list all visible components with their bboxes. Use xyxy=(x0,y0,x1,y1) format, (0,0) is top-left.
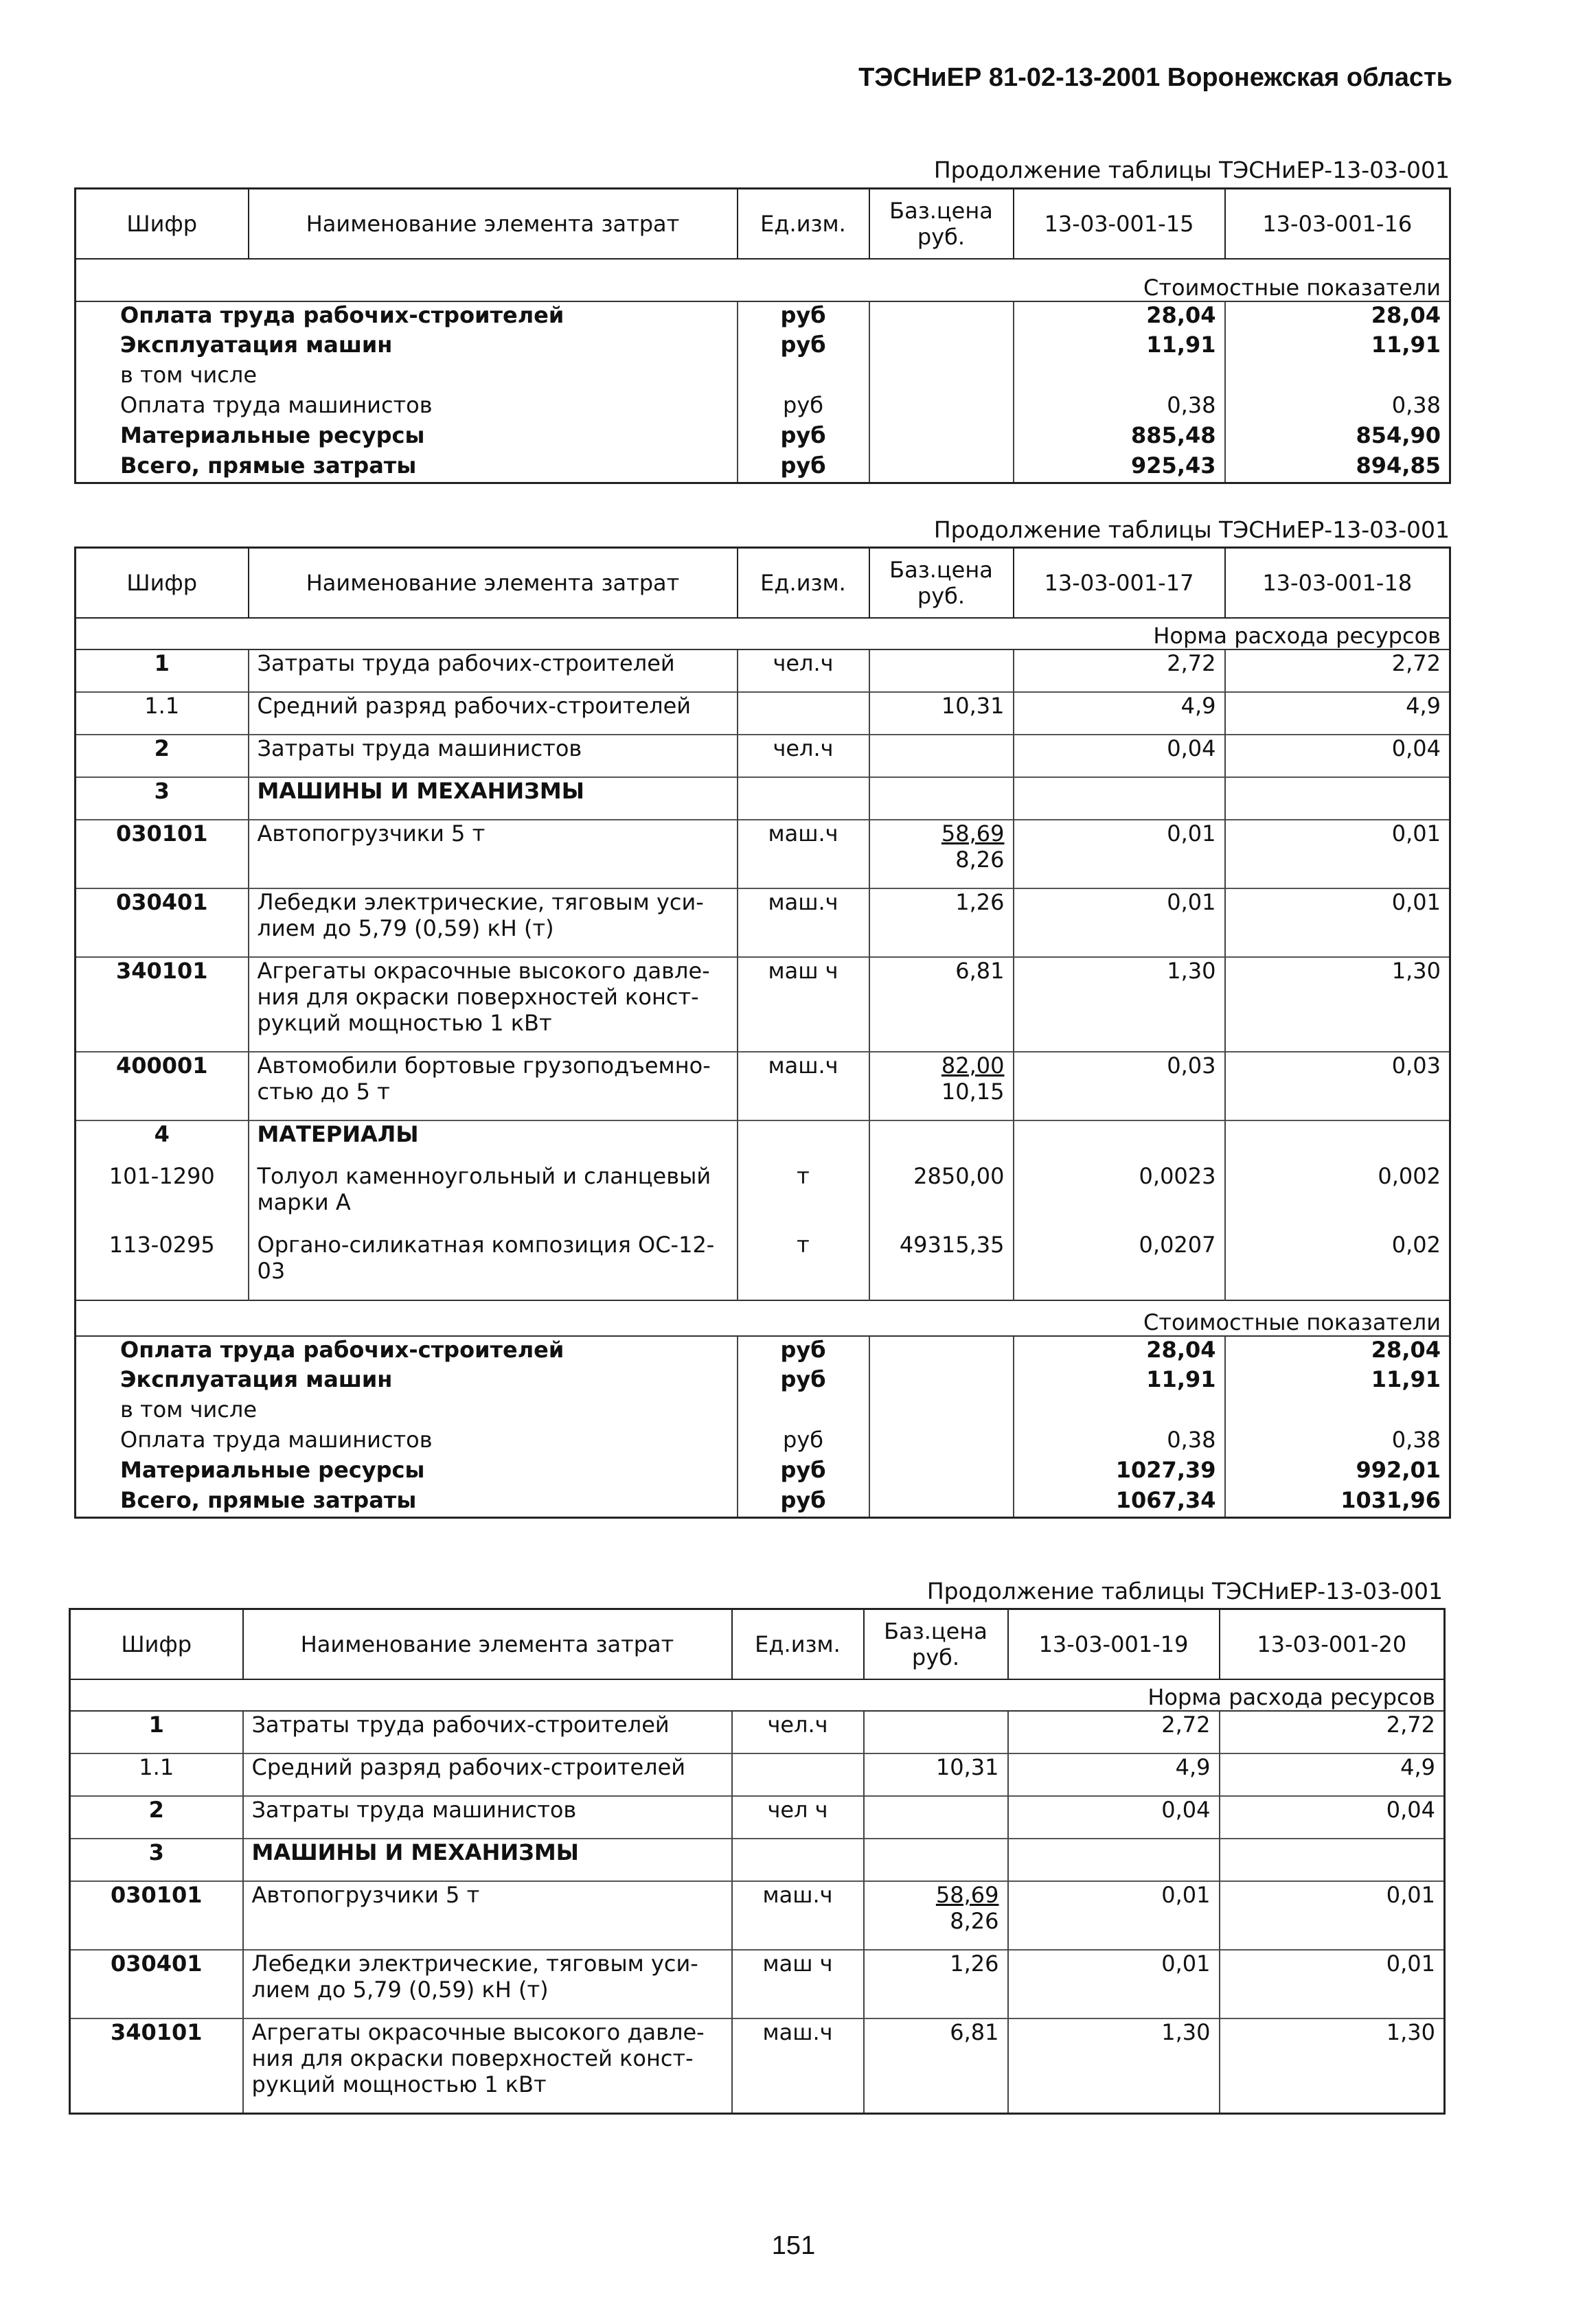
resource-name: Затраты труда машинистов xyxy=(249,735,738,777)
resource-code: 2 xyxy=(76,735,249,777)
section-label: Стоимостные показатели xyxy=(76,1300,1450,1336)
col-header-name: Наименование элемента затрат xyxy=(249,189,738,260)
cost-unit: руб xyxy=(738,392,869,422)
cost-price-empty xyxy=(869,1366,1014,1396)
price-value-secondary: 8,26 xyxy=(955,847,1005,873)
resource-code: 1.1 xyxy=(76,692,249,735)
resource-name: Затраты труда рабочих-строителей xyxy=(243,1711,732,1753)
resource-unit: маш.ч xyxy=(738,820,869,888)
price-value: 58,69 xyxy=(935,1882,999,1908)
cost-value-b: 0,38 xyxy=(1225,1427,1450,1457)
resource-code: 101-1290 xyxy=(109,1163,215,1189)
resource-table-3 xyxy=(69,1608,1446,2115)
cost-unit: руб xyxy=(738,1457,869,1487)
cost-value-a xyxy=(1014,1396,1225,1427)
value-col-a: 1,30 xyxy=(1008,2018,1220,2113)
resource-name: Автопогрузчики 5 т xyxy=(243,1881,732,1950)
resource-price xyxy=(869,820,1014,888)
cost-name: Материальные ресурсы xyxy=(120,1457,425,1483)
col-header-b: 13-03-001-16 xyxy=(1225,189,1450,260)
table-row xyxy=(76,1232,1450,1300)
price-value-secondary: 8,26 xyxy=(950,1908,999,1934)
cost-row xyxy=(76,332,1450,362)
cost-value-b: 28,04 xyxy=(1225,1336,1450,1366)
resource-unit: чел ч xyxy=(732,1796,864,1839)
resource-unit: маш ч xyxy=(738,957,869,1052)
cost-value-b xyxy=(1225,362,1450,392)
resource-code: 030101 xyxy=(76,820,249,888)
col-header-price: Баз.цена руб. xyxy=(869,548,1014,619)
value-col-b xyxy=(1220,1839,1445,1881)
cost-price-empty xyxy=(869,1457,1014,1487)
cost-unit: руб xyxy=(738,1366,869,1396)
cost-row xyxy=(76,362,1450,392)
resource-code: 030401 xyxy=(70,1950,243,2018)
table-row xyxy=(70,2018,1445,2113)
resource-code: 3 xyxy=(70,1839,243,1881)
table-row xyxy=(76,1163,1450,1232)
cost-value-a: 28,04 xyxy=(1014,1336,1225,1366)
value-col-b: 0,04 xyxy=(1220,1796,1445,1839)
resource-unit xyxy=(732,1839,864,1881)
cost-value-a: 885,48 xyxy=(1014,422,1225,452)
resource-unit: маш.ч xyxy=(738,1052,869,1120)
resource-price xyxy=(869,692,1014,735)
section-label: Стоимостные показатели xyxy=(76,259,1450,301)
value-col-a: 0,01 xyxy=(1014,888,1225,957)
resource-code: 4 xyxy=(76,1120,249,1163)
resource-table-2 xyxy=(74,547,1451,1519)
value-col-a xyxy=(1014,1120,1225,1163)
cost-name: Оплата труда машинистов xyxy=(120,392,433,418)
resource-price xyxy=(864,1881,1008,1950)
cost-unit: руб xyxy=(738,301,869,332)
value-col-b: 2,72 xyxy=(1225,649,1450,692)
cost-name: Оплата труда машинистов xyxy=(120,1427,433,1453)
resource-price xyxy=(869,777,1014,820)
cost-row xyxy=(76,1427,1450,1457)
cost-name: Всего, прямые затраты xyxy=(120,452,417,479)
col-header-b: 13-03-001-18 xyxy=(1225,548,1450,619)
resource-unit: т xyxy=(738,1232,869,1300)
col-header-code: Шифр xyxy=(76,189,249,260)
resource-code: 113-0295 xyxy=(109,1232,215,1258)
cost-name: Оплата труда рабочих-строителей xyxy=(120,1337,564,1363)
table-row xyxy=(76,692,1450,735)
value-col-b: 0,01 xyxy=(1225,888,1450,957)
price-value: 2850,00 xyxy=(913,1163,1005,1189)
resource-unit xyxy=(732,1753,864,1796)
price-value-secondary: 10,15 xyxy=(941,1079,1005,1105)
resource-unit: маш.ч xyxy=(732,1881,864,1950)
col-header-b: 13-03-001-20 xyxy=(1220,1609,1445,1680)
resource-unit xyxy=(738,777,869,820)
cost-value-b: 0,38 xyxy=(1225,392,1450,422)
cost-value-b: 28,04 xyxy=(1225,301,1450,332)
resource-price xyxy=(869,957,1014,1052)
resource-code: 030401 xyxy=(76,888,249,957)
cost-value-a: 28,04 xyxy=(1014,301,1225,332)
value-col-a: 4,9 xyxy=(1014,692,1225,735)
table-caption: Продолжение таблицы ТЭСНиЕР-13-03-001 xyxy=(933,157,1450,183)
value-col-a: 0,04 xyxy=(1008,1796,1220,1839)
resource-price xyxy=(864,1839,1008,1881)
resource-unit: чел.ч xyxy=(732,1711,864,1753)
resource-code: 030101 xyxy=(70,1881,243,1950)
col-header-name: Наименование элемента затрат xyxy=(249,548,738,619)
resource-unit: чел.ч xyxy=(738,649,869,692)
resource-code: 1 xyxy=(154,650,170,676)
cost-name: в том числе xyxy=(120,362,257,388)
value-col-b: 4,9 xyxy=(1225,692,1450,735)
table-caption: Продолжение таблицы ТЭСНиЕР-13-03-001 xyxy=(926,1578,1443,1604)
cost-value-b: 11,91 xyxy=(1225,332,1450,362)
value-col-b: 0,002 xyxy=(1225,1163,1450,1232)
resource-name: Автопогрузчики 5 т xyxy=(249,820,738,888)
price-value: 6,81 xyxy=(950,2019,999,2045)
value-col-b xyxy=(1225,1120,1450,1163)
price-value: 49315,35 xyxy=(899,1232,1005,1258)
resource-name: Средний разряд рабочих-строителей xyxy=(243,1753,732,1796)
cost-price-empty xyxy=(869,1427,1014,1457)
resource-code: 1 xyxy=(148,1712,164,1738)
resource-code: 400001 xyxy=(76,1052,249,1120)
cost-price-empty xyxy=(869,362,1014,392)
col-header-price: Баз.цена руб. xyxy=(864,1609,1008,1680)
table-row xyxy=(76,735,1450,777)
resource-name: Средний разряд рабочих-строителей xyxy=(249,692,738,735)
value-col-a: 0,0207 xyxy=(1014,1232,1225,1300)
value-col-a: 0,03 xyxy=(1014,1052,1225,1120)
value-col-b: 0,01 xyxy=(1225,820,1450,888)
section-label: Норма расхода ресурсов xyxy=(70,1679,1445,1711)
col-header-unit: Ед.изм. xyxy=(738,189,869,260)
resource-price xyxy=(864,1753,1008,1796)
cost-value-b: 11,91 xyxy=(1225,1366,1450,1396)
resource-price xyxy=(869,1120,1014,1163)
resource-price xyxy=(869,888,1014,957)
page-number: 151 xyxy=(771,2231,816,2260)
cost-name: в том числе xyxy=(120,1396,257,1423)
cost-row xyxy=(76,392,1450,422)
price-value: 58,69 xyxy=(941,820,1005,847)
resource-name: МАШИНЫ И МЕХАНИЗМЫ xyxy=(243,1839,732,1881)
value-col-a: 0,01 xyxy=(1008,1881,1220,1950)
value-col-a: 2,72 xyxy=(1008,1711,1220,1753)
resource-price xyxy=(869,649,1014,692)
price-value: 82,00 xyxy=(941,1052,1005,1079)
col-header-a: 13-03-001-19 xyxy=(1008,1609,1220,1680)
value-col-b: 1,30 xyxy=(1220,2018,1445,2113)
resource-price xyxy=(864,1950,1008,2018)
resource-unit: т xyxy=(738,1163,869,1232)
cost-row xyxy=(76,1487,1450,1517)
value-col-a: 4,9 xyxy=(1008,1753,1220,1796)
cost-value-a: 1067,34 xyxy=(1014,1487,1225,1517)
resource-name: Лебедки электрические, тяговым уси-лием до 5,79 (0,59) кН (т) xyxy=(243,1950,732,2018)
cost-price-empty xyxy=(869,301,1014,332)
table-row xyxy=(70,1881,1445,1950)
section-label: Норма расхода ресурсов xyxy=(76,618,1450,649)
resource-name: Лебедки электрические, тяговым уси-лием до 5,79 (0,59) кН (т) xyxy=(249,888,738,957)
table-caption: Продолжение таблицы ТЭСНиЕР-13-03-001 xyxy=(933,516,1450,543)
value-col-b xyxy=(1225,777,1450,820)
resource-price xyxy=(864,1711,1008,1753)
resource-unit xyxy=(738,692,869,735)
cost-row xyxy=(76,1396,1450,1427)
table-row xyxy=(70,1796,1445,1839)
value-col-a: 2,72 xyxy=(1014,649,1225,692)
price-value: 1,26 xyxy=(955,889,1005,915)
resource-code: 340101 xyxy=(70,2018,243,2113)
cost-price-empty xyxy=(869,452,1014,483)
value-col-b: 0,04 xyxy=(1225,735,1450,777)
cost-unit: руб xyxy=(738,1427,869,1457)
resource-name: Затраты труда машинистов xyxy=(243,1796,732,1839)
resource-code: 2 xyxy=(70,1796,243,1839)
price-value: 10,31 xyxy=(941,693,1005,719)
col-header-a: 13-03-001-17 xyxy=(1014,548,1225,619)
value-col-a: 0,04 xyxy=(1014,735,1225,777)
cost-name: Оплата труда рабочих-строителей xyxy=(120,302,564,328)
table-row xyxy=(76,1052,1450,1120)
value-col-b: 0,02 xyxy=(1225,1232,1450,1300)
table-row xyxy=(70,1753,1445,1796)
resource-name: Органо-силикатная композиция ОС-12-03 xyxy=(249,1232,738,1300)
cost-price-empty xyxy=(869,1336,1014,1366)
cost-name: Материальные ресурсы xyxy=(120,422,425,448)
table-row xyxy=(76,888,1450,957)
resource-table-1 xyxy=(74,187,1451,484)
value-col-a xyxy=(1008,1839,1220,1881)
resource-unit: чел.ч xyxy=(738,735,869,777)
table-row xyxy=(76,777,1450,820)
resource-code: 3 xyxy=(76,777,249,820)
cost-value-a: 11,91 xyxy=(1014,1366,1225,1396)
table-row xyxy=(70,1839,1445,1881)
value-col-b: 0,03 xyxy=(1225,1052,1450,1120)
resource-price xyxy=(869,1052,1014,1120)
cost-price-empty xyxy=(869,422,1014,452)
cost-price-empty xyxy=(869,392,1014,422)
cost-value-a: 1027,39 xyxy=(1014,1457,1225,1487)
price-value: 10,31 xyxy=(935,1754,999,1780)
col-header-code: Шифр xyxy=(70,1609,243,1680)
cost-value-a: 0,38 xyxy=(1014,1427,1225,1457)
resource-name: Агрегаты окрасочные высокого давле-ния для окраски поверхностей конст-рукций мощностью 1 кВт xyxy=(249,957,738,1052)
cost-name: Эксплуатация машин xyxy=(120,1366,393,1392)
price-value: 6,81 xyxy=(955,958,1005,984)
resource-name: Затраты труда рабочих-строителей xyxy=(249,649,738,692)
table-row xyxy=(76,957,1450,1052)
col-header-a: 13-03-001-15 xyxy=(1014,189,1225,260)
cost-value-b: 894,85 xyxy=(1225,452,1450,483)
value-col-b: 1,30 xyxy=(1225,957,1450,1052)
col-header-unit: Ед.изм. xyxy=(738,548,869,619)
price-value: 1,26 xyxy=(950,1951,999,1977)
table-row xyxy=(76,820,1450,888)
cost-value-a xyxy=(1014,362,1225,392)
value-col-a: 1,30 xyxy=(1014,957,1225,1052)
cost-unit: руб xyxy=(738,1336,869,1366)
col-header-code: Шифр xyxy=(76,548,249,619)
resource-price xyxy=(869,735,1014,777)
resource-name: Толуол каменноугольный и сланцевый марки А xyxy=(249,1163,738,1232)
cost-unit: руб xyxy=(738,452,869,483)
resource-unit: маш.ч xyxy=(738,888,869,957)
col-header-name: Наименование элемента затрат xyxy=(243,1609,732,1680)
resource-price xyxy=(864,1796,1008,1839)
value-col-b: 4,9 xyxy=(1220,1753,1445,1796)
value-col-b: 0,01 xyxy=(1220,1881,1445,1950)
value-col-b: 0,01 xyxy=(1220,1950,1445,2018)
cost-row xyxy=(76,301,1450,332)
cost-price-empty xyxy=(869,332,1014,362)
table-row xyxy=(70,1711,1445,1753)
cost-value-b: 1031,96 xyxy=(1225,1487,1450,1517)
cost-value-b xyxy=(1225,1396,1450,1427)
col-header-price: Баз.цена руб. xyxy=(869,189,1014,260)
resource-price xyxy=(864,2018,1008,2113)
resource-price xyxy=(869,1232,1014,1300)
resource-code: 340101 xyxy=(76,957,249,1052)
cost-row xyxy=(76,1336,1450,1366)
cost-value-a: 0,38 xyxy=(1014,392,1225,422)
value-col-b: 2,72 xyxy=(1220,1711,1445,1753)
table-row xyxy=(76,649,1450,692)
resource-unit: маш.ч xyxy=(732,2018,864,2113)
table-row xyxy=(76,1120,1450,1163)
value-col-a xyxy=(1014,777,1225,820)
resource-code: 1.1 xyxy=(70,1753,243,1796)
resource-name: Автомобили бортовые грузоподъемно-стью до 5 т xyxy=(249,1052,738,1120)
resource-price xyxy=(869,1163,1014,1232)
cost-name: Эксплуатация машин xyxy=(120,332,393,358)
resource-unit xyxy=(738,1120,869,1163)
cost-value-b: 992,01 xyxy=(1225,1457,1450,1487)
resource-name: Агрегаты окрасочные высокого давле-ния для окраски поверхностей конст-рукций мощностью 1 кВт xyxy=(243,2018,732,2113)
value-col-a: 0,0023 xyxy=(1014,1163,1225,1232)
cost-unit: руб xyxy=(738,422,869,452)
cost-unit xyxy=(738,1396,869,1427)
cost-price-empty xyxy=(869,1487,1014,1517)
cost-row xyxy=(76,452,1450,483)
resource-unit: маш ч xyxy=(732,1950,864,2018)
cost-row xyxy=(76,422,1450,452)
table-row xyxy=(70,1950,1445,2018)
cost-name: Всего, прямые затраты xyxy=(120,1487,417,1513)
document-header: ТЭСНиЕР 81-02-13-2001 Воронежская область xyxy=(858,63,1452,92)
cost-row xyxy=(76,1457,1450,1487)
cost-price-empty xyxy=(869,1396,1014,1427)
cost-unit xyxy=(738,362,869,392)
cost-value-a: 11,91 xyxy=(1014,332,1225,362)
col-header-unit: Ед.изм. xyxy=(732,1609,864,1680)
cost-unit: руб xyxy=(738,1487,869,1517)
cost-unit: руб xyxy=(738,332,869,362)
value-col-a: 0,01 xyxy=(1014,820,1225,888)
value-col-a: 0,01 xyxy=(1008,1950,1220,2018)
cost-value-b: 854,90 xyxy=(1225,422,1450,452)
resource-name: МАТЕРИАЛЫ xyxy=(249,1120,738,1163)
cost-row xyxy=(76,1366,1450,1396)
resource-name: МАШИНЫ И МЕХАНИЗМЫ xyxy=(249,777,738,820)
cost-value-a: 925,43 xyxy=(1014,452,1225,483)
